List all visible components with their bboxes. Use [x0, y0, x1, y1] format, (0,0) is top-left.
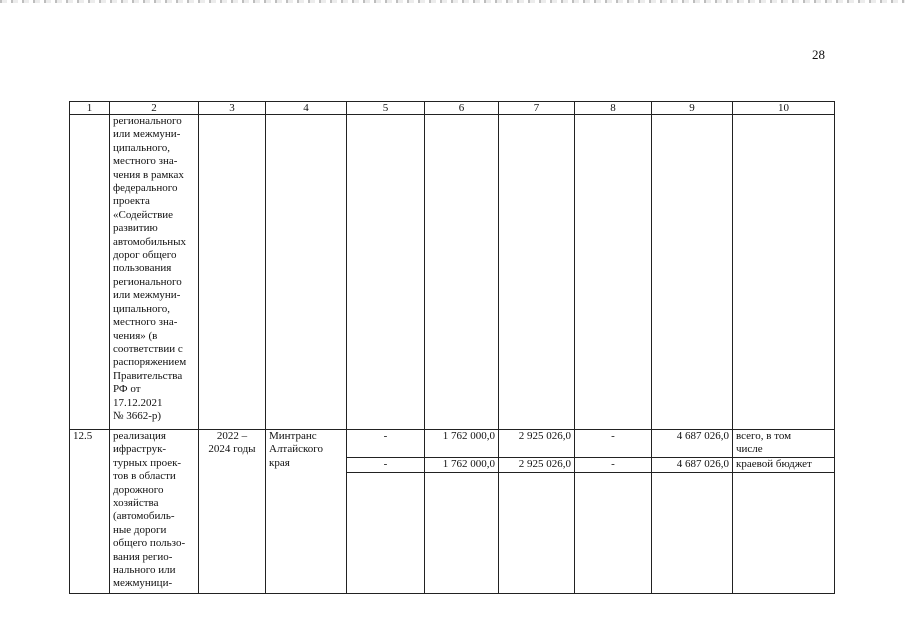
table-cell: [733, 472, 835, 593]
column-number: 7: [499, 102, 575, 115]
amount-cell: 2 925 026,0: [499, 430, 575, 458]
implementation-years: 2022 – 2024 годы: [199, 430, 266, 594]
table-cell: [499, 115, 575, 430]
table-cell: [266, 115, 347, 430]
table-cell: [733, 115, 835, 430]
table-cell: [425, 115, 499, 430]
funding-source: всего, в том числе: [733, 430, 835, 458]
amount-cell: -: [575, 457, 652, 472]
amount-cell: -: [347, 430, 425, 458]
column-number: 2: [110, 102, 199, 115]
scan-edge: [0, 0, 905, 3]
funding-source: краевой бюджет: [733, 457, 835, 472]
column-number: 8: [575, 102, 652, 115]
table-cell: [652, 115, 733, 430]
column-number: 4: [266, 102, 347, 115]
amount-cell: 4 687 026,0: [652, 430, 733, 458]
executor: Минтранс Алтайского края: [266, 430, 347, 594]
table-cell: [199, 115, 266, 430]
column-number: 9: [652, 102, 733, 115]
row-number: 12.5: [70, 430, 110, 594]
amount-cell: 4 687 026,0: [652, 457, 733, 472]
table-cell: [70, 115, 110, 430]
column-number: 10: [733, 102, 835, 115]
table-cell: [575, 472, 652, 593]
table-cell: [575, 115, 652, 430]
column-number: 5: [347, 102, 425, 115]
column-number: 1: [70, 102, 110, 115]
table-row-continued: [70, 115, 835, 430]
table-cell: [652, 472, 733, 593]
amount-cell: 1 762 000,0: [425, 430, 499, 458]
measure-name: реализация ифраструк- турных проек- тов в области дорожного хозяйства (автомобиль- ные дороги общего пользо- вания регио- нального или межмуници-: [110, 430, 199, 594]
page-number: 28: [812, 47, 825, 62]
program-table: [69, 101, 835, 594]
amount-cell: 2 925 026,0: [499, 457, 575, 472]
table-cell: [347, 115, 425, 430]
column-number: 6: [425, 102, 499, 115]
column-number-row: [70, 102, 835, 115]
amount-cell: 1 762 000,0: [425, 457, 499, 472]
table-cell: [347, 472, 425, 593]
table-cell: [499, 472, 575, 593]
column-number: 3: [199, 102, 266, 115]
table-cell: [425, 472, 499, 593]
amount-cell: -: [347, 457, 425, 472]
table-row-12-5-total: [70, 430, 835, 458]
amount-cell: -: [575, 430, 652, 458]
measure-name-continued: регионального или межмуни- ципального, местного зна- чения в рамках федерального проекта «Содействие развитию автомобильных дорог общего пользования регионального или межмуни- ципального, местного зна- чения» (в соответствии с распоряжением Правительства РФ от 17.12.2021 № 3662-р): [110, 115, 199, 430]
